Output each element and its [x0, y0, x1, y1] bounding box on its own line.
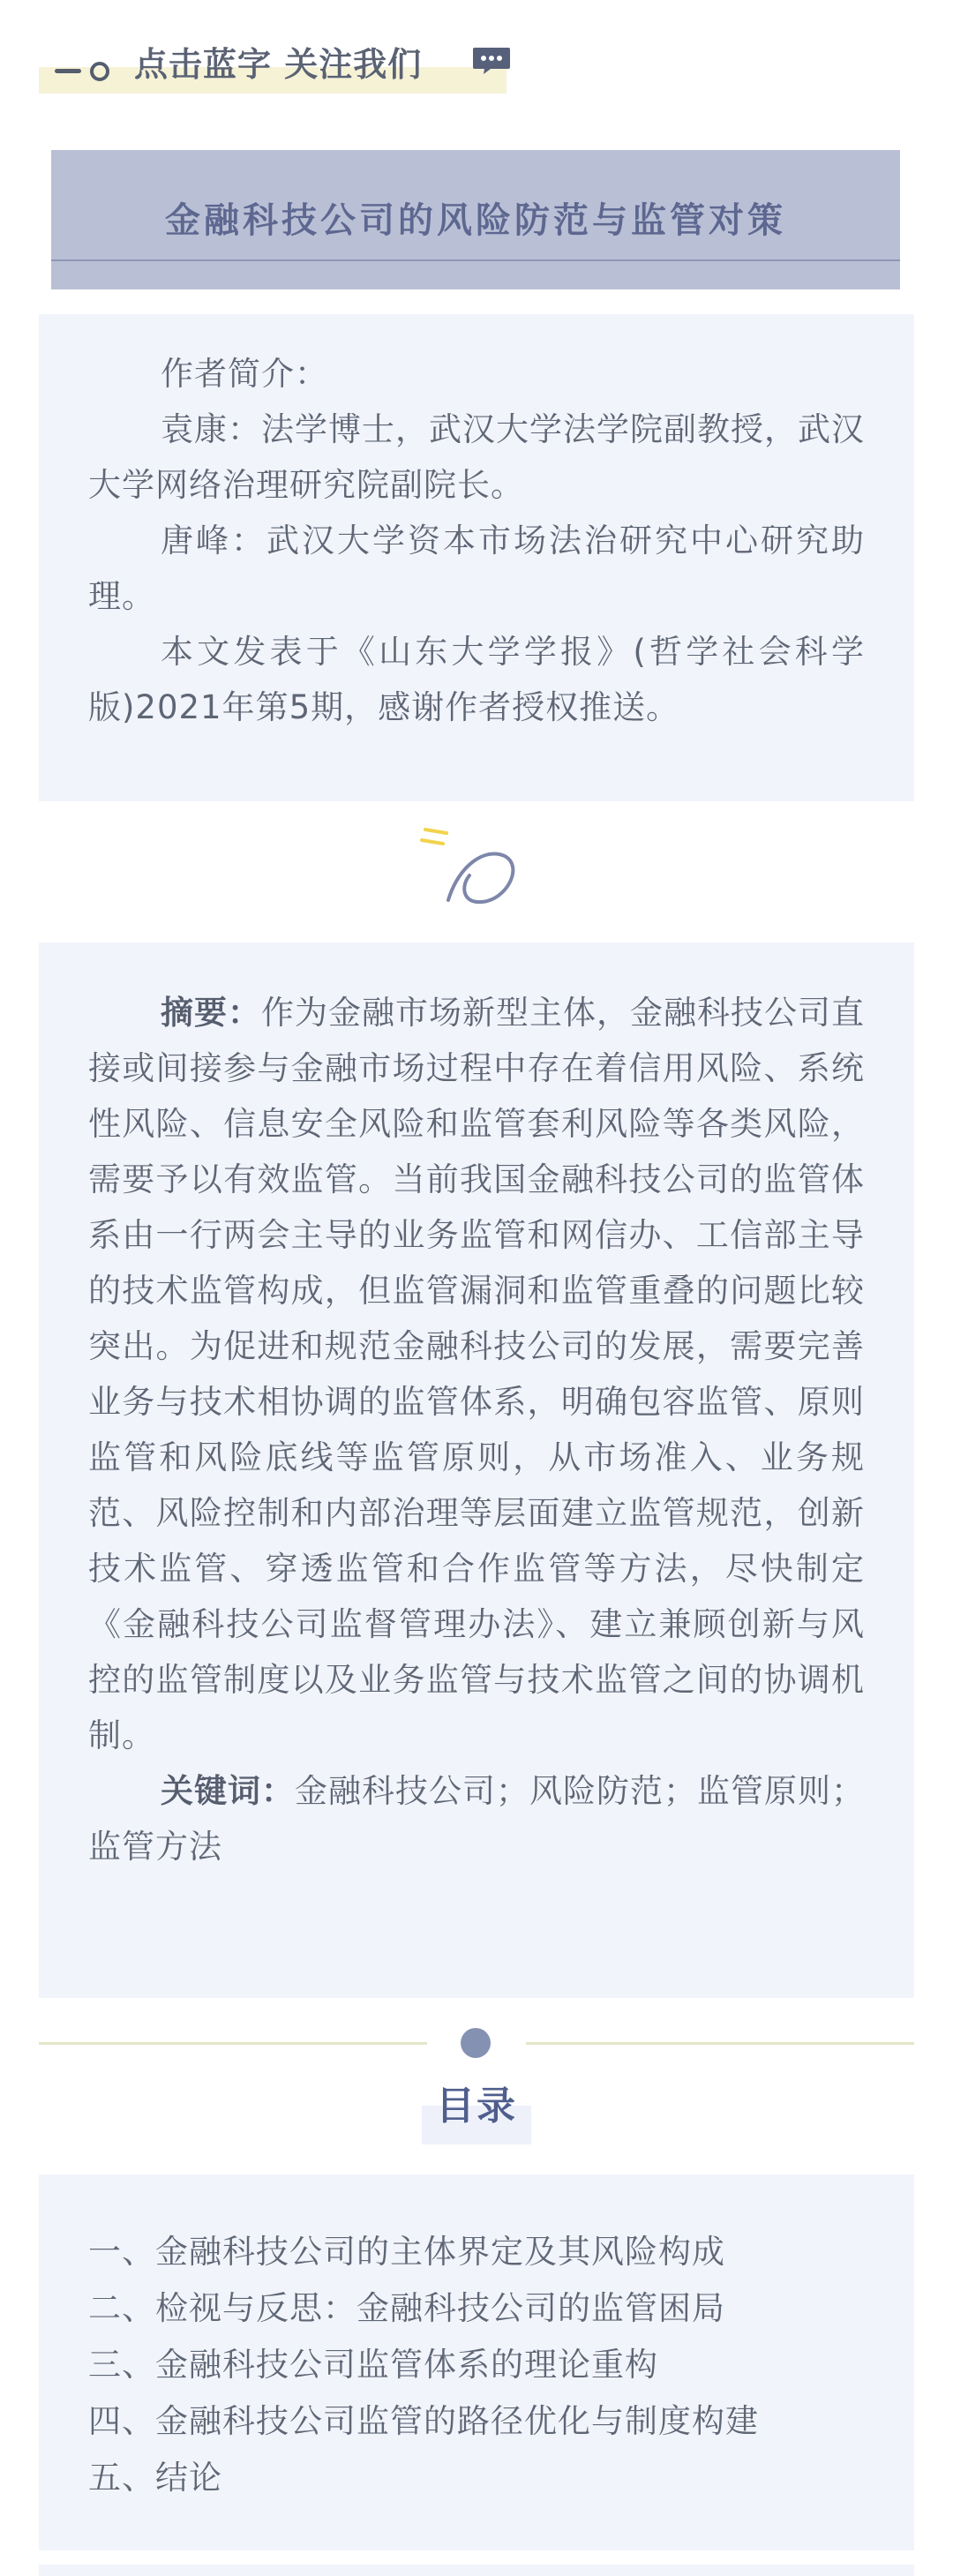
- section-divider: [39, 2026, 914, 2062]
- divider-line-right: [526, 2042, 914, 2045]
- toc-item-2[interactable]: 二、检视与反思：金融科技公司的监管困局: [88, 2289, 725, 2327]
- keywords-paragraph: [88, 1763, 865, 1874]
- toc-item-1[interactable]: 一、金融科技公司的主体界定及其风险构成: [88, 2233, 725, 2271]
- toc-item-4[interactable]: 四、金融科技公司监管的路径优化与制度构建: [88, 2402, 759, 2440]
- article-title: 金融科技公司的风险防范与监管对策: [165, 200, 786, 241]
- next-card-edge: [39, 2565, 914, 2576]
- toc-heading: 目录: [436, 2084, 517, 2129]
- author-intro-card: [39, 314, 914, 801]
- abstract-text: 作为金融市场新型主体，金融科技公司直接或间接参与金融市场过程中存在着信用风险、系统性风险、信息安全风险和监管套利风险等各类风险，需要予以有效监管。当前我国金融科技公司的监管体系由一行两会主导的业务监管和网信办、工信部主导的技术监管构成，但监管漏洞和监管重叠的问题比较突出。为促进和规范金融科技公司的发展，需要完善业务与技术相协调的监管体系，明确包容监管、原则监管和风险底线等监管原则，从市场准入、业务规范、风险控制和内部治理等层面建立监管规范，创新技术监管、穿透监管和合作监管等方法，尽快制定《金融科技公司监督管理办法》、建立兼顾创新与风控的监管制度以及业务监管与技术监管之间的协调机制。: [88, 994, 865, 1754]
- dash-decoration-icon: [55, 69, 81, 73]
- author-intro-para-3: 本文发表于《山东大学学报》(哲学社会科学版)2021年第5期，感谢作者授权推送。: [88, 633, 865, 726]
- author-intro-heading: 作者简介：: [161, 355, 328, 393]
- swirl-decoration-icon: [416, 821, 540, 918]
- divider-dot-icon: [461, 2028, 491, 2058]
- toc-heading-block: [422, 2070, 531, 2150]
- ring-decoration-icon: [90, 62, 109, 81]
- divider-line-left: [39, 2042, 427, 2045]
- chat-bubble-icon: [471, 46, 512, 76]
- banner-underline: [51, 259, 900, 261]
- abstract-label: 摘要：: [161, 994, 261, 1032]
- keywords-label: 关键词：: [161, 1772, 295, 1810]
- author-intro-para-1: 袁康：法学博士，武汉大学法学院副教授，武汉大学网络治理研究院副院长。: [88, 410, 865, 504]
- author-intro-para-2: 唐峰：武汉大学资本市场法治研究中心研究助理。: [88, 522, 865, 615]
- abstract-card: [39, 943, 914, 1998]
- keywords-text: 金融科技公司；风险防范；监管原则；监管方法: [88, 1772, 865, 1866]
- follow-us-text[interactable]: 点击蓝字 关注我们: [134, 45, 423, 84]
- toc-card: [39, 2174, 914, 2550]
- follow-us-bar[interactable]: [39, 26, 507, 95]
- toc-item-5[interactable]: 五、结论: [88, 2459, 222, 2497]
- title-banner: [51, 150, 900, 289]
- abstract-paragraph: [88, 985, 865, 1763]
- toc-item-3[interactable]: 三、金融科技公司监管体系的理论重构: [88, 2346, 658, 2384]
